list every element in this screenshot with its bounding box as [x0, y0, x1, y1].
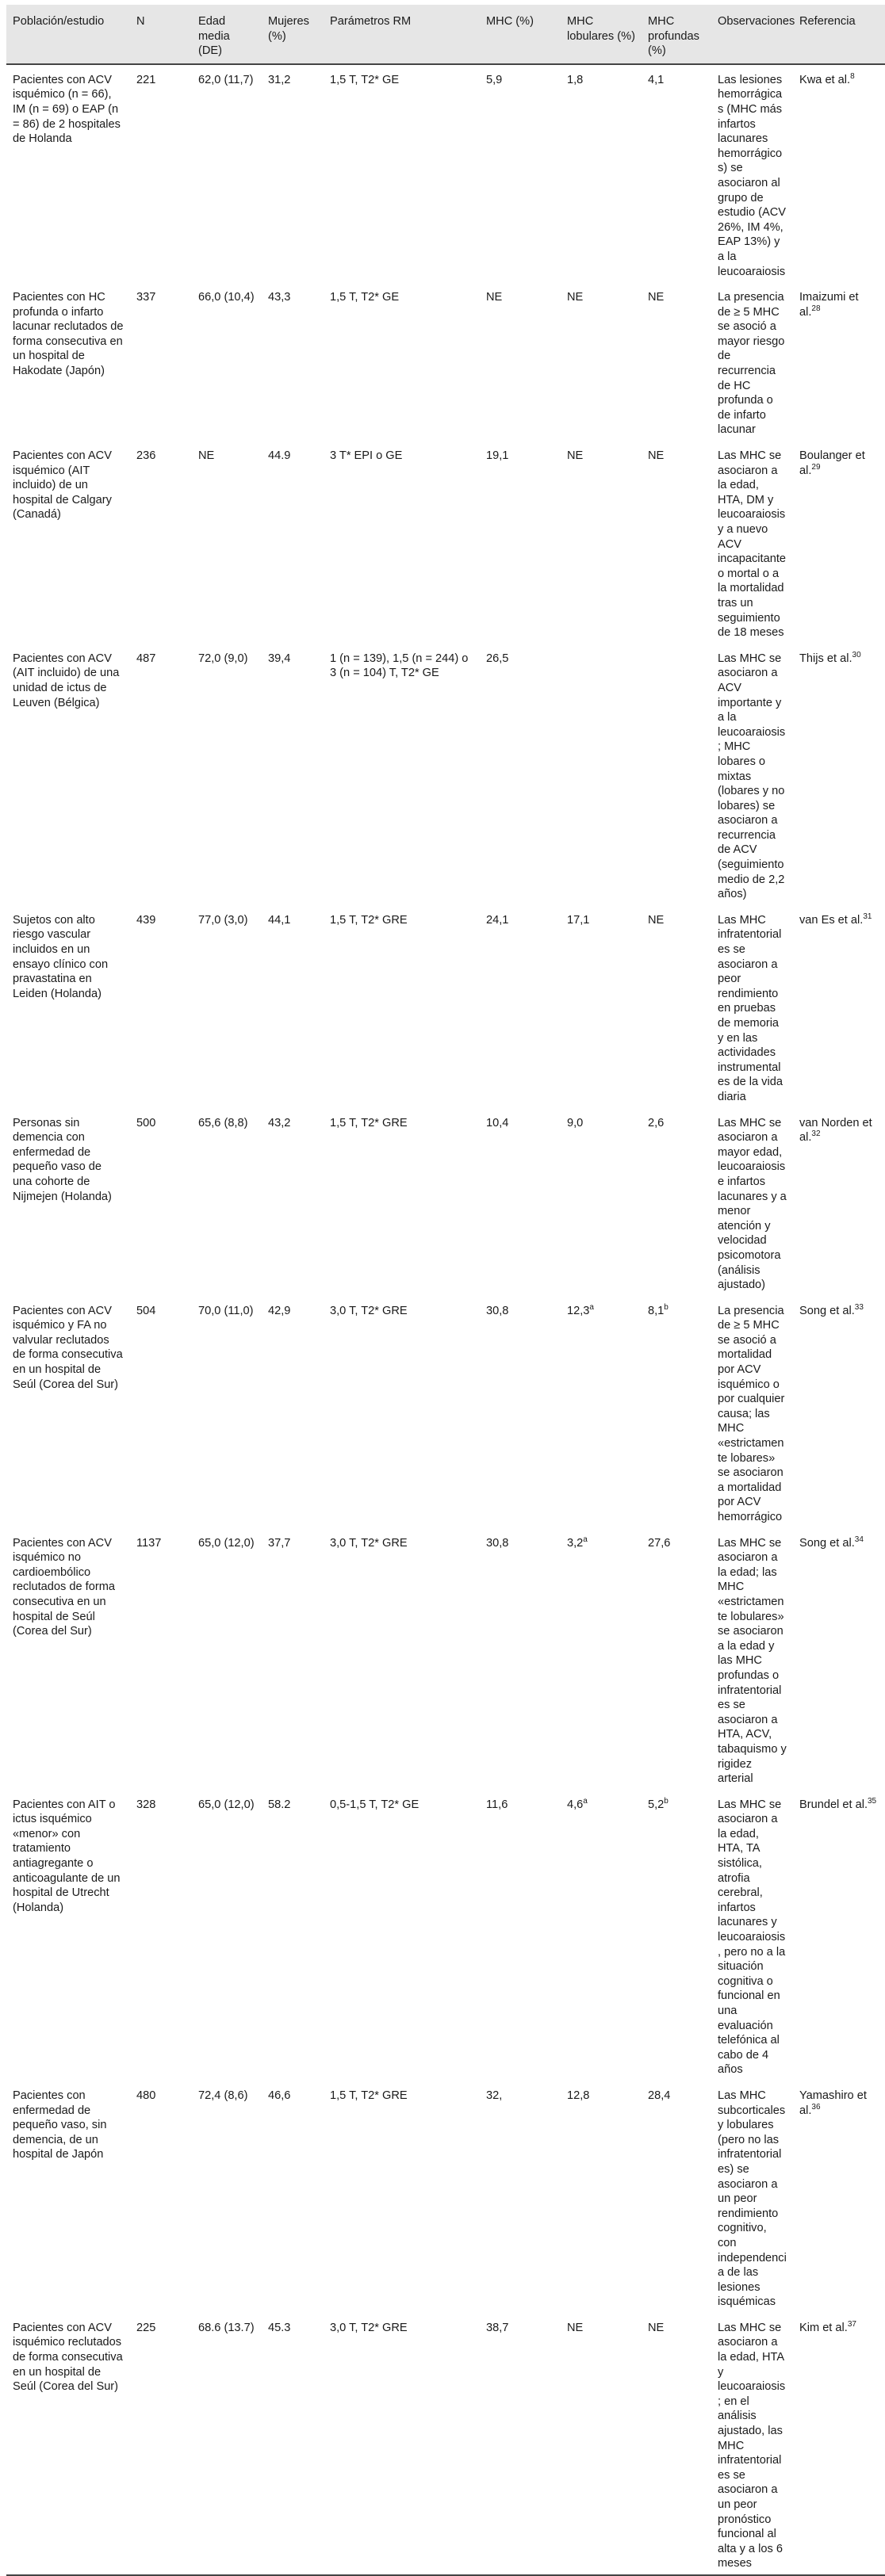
cell-women-value: 31,2	[268, 73, 291, 86]
cell-population	[6, 2081, 130, 2313]
cell-mri	[324, 2081, 480, 2313]
table-header-row	[6, 5, 885, 64]
table-row	[6, 1296, 885, 1528]
reference-citation-link[interactable]: 35	[868, 1796, 877, 1806]
reference-citation-link[interactable]: 28	[811, 304, 821, 313]
cell-lobar-value: NE	[567, 2321, 584, 2334]
cell-age	[192, 2313, 262, 2575]
cell-lobar-value: 17,1	[567, 913, 590, 927]
cell-reference	[793, 282, 885, 441]
cell-mhc-value: 19,1	[486, 449, 509, 463]
cell-women-value: 58.2	[268, 1798, 291, 1811]
cell-mhc	[480, 1528, 561, 1790]
cell-mri-value: 1,5 T, T2* GE	[330, 73, 400, 86]
cell-mhc-value: 30,8	[486, 1536, 509, 1550]
cell-observations	[711, 1296, 793, 1528]
cell-observations-value: Las MHC se asociaron a la edad, HTA, DM y leucoaraiosis y a nuevo ACV incapacitante o mortal o a la mortalidad tras un seguimiento de 18 meses	[718, 449, 787, 640]
cell-mri	[324, 1790, 480, 2081]
cell-observations	[711, 282, 793, 441]
reference-citation-link[interactable]: 31	[863, 912, 872, 921]
cell-mri	[324, 905, 480, 1108]
cell-women	[262, 64, 324, 282]
cell-deep	[642, 1790, 711, 2081]
cell-age-value: 65,6 (8,8)	[198, 1116, 248, 1129]
cell-observations	[711, 905, 793, 1108]
cell-n	[130, 441, 192, 644]
cell-mhc	[480, 2313, 561, 2575]
reference-citation-link[interactable]: 37	[847, 2320, 856, 2329]
cell-observations	[711, 1108, 793, 1296]
reference-citation-link[interactable]: 30	[852, 650, 861, 659]
cell-observations-value: Las MHC se asociaron a mayor edad, leucoaraiosis e infartos lacunares y a menor atención y velocidad psicomotora (análisis ajustado)	[718, 1116, 787, 1292]
cell-women	[262, 2081, 324, 2313]
table-row	[6, 1108, 885, 1296]
cell-n	[130, 644, 192, 905]
cell-lobar-value: 9,0	[567, 1116, 584, 1129]
cell-lobar	[561, 905, 642, 1108]
table-row	[6, 905, 885, 1108]
cell-age-value: NE	[198, 449, 215, 463]
cell-deep-value: 2,6	[648, 1116, 665, 1129]
reference-citation-link[interactable]: 34	[854, 1535, 864, 1544]
cell-mhc-value: 30,8	[486, 1304, 509, 1317]
cell-mhc	[480, 441, 561, 644]
cell-women-value: 46,6	[268, 2089, 291, 2102]
header-mhc: MHC (%)	[480, 5, 561, 64]
cell-observations	[711, 441, 793, 644]
cell-observations	[711, 644, 793, 905]
cell-age	[192, 64, 262, 282]
table-row	[6, 2313, 885, 2575]
cell-lobar-footnote-marker: a	[583, 1796, 588, 1806]
cell-women	[262, 644, 324, 905]
cell-mri-value: 3,0 T, T2* GRE	[330, 2321, 408, 2334]
cell-mhc-value: 24,1	[486, 913, 509, 927]
cell-n-value: 236	[136, 449, 156, 463]
cell-n-value: 221	[136, 73, 156, 86]
cell-reference	[793, 441, 885, 644]
cell-age-value: 72,4 (8,6)	[198, 2089, 248, 2102]
cell-mri	[324, 64, 480, 282]
cell-women-value: 44.9	[268, 449, 291, 463]
cell-observations-value: La presencia de ≥ 5 MHC se asoció a mortalidad por ACV isquémico o por cualquier causa; las MHC «estrictamente lobares» se asociaron a mortalidad por ACV hemorrágico	[718, 1304, 785, 1523]
header-mri: Parámetros RM	[324, 5, 480, 64]
cell-observations-value: Las MHC se asociaron a la edad, HTA, TA sistólica, atrofia cerebral, infartos lacunares y leucoaraiosis, pero no a la situación cognitiva o funcional en una evaluación telefónica al cabo de 4 años	[718, 1798, 786, 2077]
cell-mri-value: 1,5 T, T2* GRE	[330, 1116, 408, 1129]
cell-age-value: 66,0 (10,4)	[198, 291, 255, 304]
cell-lobar-value: 12,3	[567, 1304, 590, 1317]
cell-age-value: 62,0 (11,7)	[198, 73, 254, 86]
cell-deep	[642, 644, 711, 905]
cell-age-value: 77,0 (3,0)	[198, 913, 248, 927]
reference-citation-link[interactable]: 32	[811, 1129, 821, 1139]
reference-author: Kim et al.	[799, 2321, 848, 2334]
cell-deep	[642, 905, 711, 1108]
cell-women-value: 44,1	[268, 913, 291, 927]
cell-lobar-value: 4,6	[567, 1798, 584, 1811]
cell-deep-footnote-marker: b	[664, 1796, 669, 1806]
cell-mri	[324, 2313, 480, 2575]
cell-women	[262, 1296, 324, 1528]
cell-women-value: 37,7	[268, 1536, 291, 1550]
cell-deep	[642, 2313, 711, 2575]
cell-mri	[324, 1528, 480, 1790]
header-women: Mujeres (%)	[262, 5, 324, 64]
cell-lobar-footnote-marker: a	[583, 1535, 588, 1544]
cell-deep-value: 4,1	[648, 73, 665, 86]
cell-reference	[793, 2081, 885, 2313]
cell-population	[6, 1108, 130, 1296]
cell-n-value: 225	[136, 2321, 156, 2334]
cell-mri	[324, 1296, 480, 1528]
cell-population-value: Pacientes con HC profunda o infarto lacunar reclutados de forma consecutiva en un hospital de Hakodate (Japón)	[13, 291, 124, 378]
cell-population	[6, 64, 130, 282]
cell-deep	[642, 1528, 711, 1790]
cell-deep-value: 27,6	[648, 1536, 671, 1550]
table-row	[6, 2081, 885, 2313]
cell-lobar	[561, 2081, 642, 2313]
cell-mhc-value: 10,4	[486, 1116, 509, 1129]
cell-women	[262, 441, 324, 644]
reference-author: Yamashiro et al.	[799, 2089, 867, 2117]
cell-age	[192, 644, 262, 905]
cell-lobar	[561, 1790, 642, 2081]
cell-reference	[793, 1108, 885, 1296]
cell-reference	[793, 644, 885, 905]
cell-mhc	[480, 282, 561, 441]
cell-mri-value: 3 T* EPI o GE	[330, 449, 403, 463]
cell-n-value: 439	[136, 913, 156, 927]
table-body	[6, 64, 885, 2575]
header-n: N	[130, 5, 192, 64]
cell-mri-value: 3,0 T, T2* GRE	[330, 1304, 408, 1317]
cell-n	[130, 64, 192, 282]
cell-n-value: 337	[136, 291, 156, 304]
cell-women	[262, 282, 324, 441]
cell-observations-value: Las MHC se asociaron a ACV importante y a la leucoaraiosis; MHC lobares o mixtas (lobares y no lobares) se asociaron a recurrencia de ACV (seguimiento medio de 2,2 años)	[718, 652, 786, 901]
cell-observations	[711, 1790, 793, 2081]
reference-author: Song et al.	[799, 1304, 855, 1317]
cell-deep-value: NE	[648, 2321, 665, 2334]
cell-population	[6, 905, 130, 1108]
reference-author: Kwa et al.	[799, 73, 851, 86]
cell-women	[262, 1528, 324, 1790]
cell-lobar-value: NE	[567, 449, 584, 463]
cell-mri-value: 1 (n = 139), 1,5 (n = 244) o 3 (n = 104) T, T2* GE	[330, 652, 469, 680]
study-table	[6, 5, 885, 2576]
cell-women-value: 43,3	[268, 291, 291, 304]
cell-women-value: 42,9	[268, 1304, 291, 1317]
cell-mhc	[480, 644, 561, 905]
cell-mri	[324, 644, 480, 905]
cell-n	[130, 1790, 192, 2081]
cell-women	[262, 1790, 324, 2081]
table-row	[6, 1790, 885, 2081]
cell-reference	[793, 64, 885, 282]
cell-mhc-value: 5,9	[486, 73, 503, 86]
cell-lobar	[561, 644, 642, 905]
reference-author: van Norden et al.	[799, 1116, 872, 1145]
reference-author: Song et al.	[799, 1536, 855, 1550]
cell-n	[130, 1528, 192, 1790]
table-row	[6, 644, 885, 905]
cell-deep	[642, 441, 711, 644]
cell-observations-value: Las MHC se asociaron a la edad; las MHC «estrictamente lobulares» se asociaron a la edad y las MHC profundas o infratentoriales se asociaron a HTA, ACV, tabaquismo y rigidez arterial	[718, 1536, 787, 1786]
cell-lobar	[561, 1108, 642, 1296]
cell-deep-value: NE	[648, 913, 665, 927]
header-deep: MHC profundas (%)	[642, 5, 711, 64]
cell-population-value: Pacientes con ACV isquémico y FA no valvular reclutados de forma consecutiva en un hospital de Seúl (Corea del Sur)	[13, 1304, 123, 1391]
cell-reference	[793, 1790, 885, 2081]
cell-lobar-value: 3,2	[567, 1536, 584, 1550]
cell-observations-value: Las MHC subcorticales y lobulares (pero no las infratentoriales) se asociaron a un peor rendimiento cognitivo, con independencia de las lesiones isquémicas	[718, 2089, 787, 2309]
cell-observations-value: Las MHC se asociaron a la edad, HTA y leucoaraiosis; en el análisis ajustado, las MHC infratentoriales se asociaron a un peor pronóstico funcional al alta y a los 6 meses	[718, 2321, 786, 2570]
cell-age	[192, 1528, 262, 1790]
cell-population	[6, 644, 130, 905]
table-row	[6, 282, 885, 441]
cell-age	[192, 905, 262, 1108]
header-population: Población/estudio	[6, 5, 130, 64]
cell-deep-value: 5,2	[648, 1798, 665, 1811]
cell-population-value: Pacientes con ACV isquémico reclutados de forma consecutiva en un hospital de Seúl (Corea del Sur)	[13, 2321, 123, 2394]
cell-population-value: Sujetos con alto riesgo vascular incluidos en un ensayo clínico con pravastatina en Leiden (Holanda)	[13, 913, 109, 1000]
cell-deep-value: 8,1	[648, 1304, 665, 1317]
cell-reference	[793, 1528, 885, 1790]
cell-n	[130, 2081, 192, 2313]
cell-mhc-value: 38,7	[486, 2321, 509, 2334]
cell-mhc	[480, 2081, 561, 2313]
cell-mhc	[480, 1108, 561, 1296]
reference-citation-link[interactable]: 33	[854, 1302, 864, 1312]
cell-age-value: 68.6 (13.7)	[198, 2321, 255, 2334]
header-reference: Referencia	[793, 5, 885, 64]
reference-author: Boulanger et al.	[799, 449, 865, 477]
cell-n-value: 480	[136, 2089, 156, 2102]
cell-n-value: 1137	[136, 1536, 162, 1550]
cell-reference	[793, 1296, 885, 1528]
cell-n	[130, 905, 192, 1108]
cell-population	[6, 1790, 130, 2081]
cell-population	[6, 1528, 130, 1790]
cell-n-value: 504	[136, 1304, 156, 1317]
cell-n-value: 500	[136, 1116, 156, 1129]
cell-age-value: 65,0 (12,0)	[198, 1536, 255, 1550]
cell-age	[192, 1296, 262, 1528]
cell-age	[192, 1790, 262, 2081]
cell-n	[130, 1296, 192, 1528]
header-lobar: MHC lobulares (%)	[561, 5, 642, 64]
cell-n	[130, 282, 192, 441]
table-row	[6, 441, 885, 644]
cell-deep	[642, 282, 711, 441]
cell-deep	[642, 1296, 711, 1528]
cell-mhc	[480, 64, 561, 282]
cell-lobar-footnote-marker: a	[589, 1302, 594, 1312]
cell-mhc-value: NE	[486, 291, 503, 304]
cell-population	[6, 441, 130, 644]
cell-n	[130, 1108, 192, 1296]
cell-observations	[711, 1528, 793, 1790]
table-row	[6, 64, 885, 282]
cell-deep	[642, 64, 711, 282]
cell-population-value: Pacientes con enfermedad de pequeño vaso, sin demencia, de un hospital de Japón	[13, 2089, 107, 2161]
cell-deep	[642, 1108, 711, 1296]
cell-population	[6, 282, 130, 441]
cell-lobar-value: 12,8	[567, 2089, 590, 2102]
cell-age-value: 70,0 (11,0)	[198, 1304, 254, 1317]
cell-lobar	[561, 441, 642, 644]
cell-n-value: 328	[136, 1798, 156, 1811]
cell-age	[192, 1108, 262, 1296]
cell-age	[192, 441, 262, 644]
header-observations: Observaciones	[711, 5, 793, 64]
cell-population	[6, 1296, 130, 1528]
cell-lobar-value: 1,8	[567, 73, 584, 86]
cell-mri-value: 1,5 T, T2* GRE	[330, 913, 408, 927]
cell-women-value: 45.3	[268, 2321, 291, 2334]
cell-observations	[711, 64, 793, 282]
cell-reference	[793, 2313, 885, 2575]
cell-lobar	[561, 2313, 642, 2575]
cell-deep-footnote-marker: b	[664, 1302, 669, 1312]
cell-women	[262, 1108, 324, 1296]
table-row	[6, 1528, 885, 1790]
cell-mri-value: 1,5 T, T2* GE	[330, 291, 400, 304]
reference-citation-link[interactable]: 29	[811, 462, 821, 472]
cell-n-value: 487	[136, 652, 156, 665]
cell-deep-value: NE	[648, 449, 665, 463]
cell-mri-value: 1,5 T, T2* GRE	[330, 2089, 408, 2102]
cell-lobar	[561, 1528, 642, 1790]
cell-deep-value: NE	[648, 291, 665, 304]
cell-age-value: 72,0 (9,0)	[198, 652, 248, 665]
reference-author: Thijs et al.	[799, 652, 852, 665]
cell-population-value: Pacientes con ACV isquémico no cardioembólico reclutados de forma consecutiva en un hospital de Seúl (Corea del Sur)	[13, 1536, 115, 1638]
cell-lobar-value: NE	[567, 291, 584, 304]
cell-mri	[324, 441, 480, 644]
cell-age	[192, 282, 262, 441]
reference-citation-link[interactable]: 8	[850, 71, 855, 81]
cell-mhc	[480, 905, 561, 1108]
header-age: Edad media (DE)	[192, 5, 262, 64]
cell-population-value: Pacientes con ACV isquémico (AIT incluido) de un hospital de Calgary (Canadá)	[13, 449, 112, 522]
cell-mhc-value: 11,6	[486, 1798, 508, 1811]
cell-mhc	[480, 1790, 561, 2081]
cell-mri-value: 0,5-1,5 T, T2* GE	[330, 1798, 420, 1811]
cell-observations	[711, 2081, 793, 2313]
reference-author: van Es et al.	[799, 913, 864, 927]
cell-population-value: Pacientes con AIT o ictus isquémico «menor» con tratamiento antiagregante o anticoagulante de un hospital de Utrecht (Holanda)	[13, 1798, 121, 1914]
cell-observations-value: Las MHC infratentoriales se asociaron a peor rendimiento en pruebas de memoria y en las actividades instrumentales de la vida diaria	[718, 913, 783, 1103]
cell-mri	[324, 282, 480, 441]
cell-population-value: Personas sin demencia con enfermedad de pequeño vaso de una cohorte de Nijmejen (Holanda)	[13, 1116, 112, 1203]
cell-reference	[793, 905, 885, 1108]
reference-author: Brundel et al.	[799, 1798, 868, 1811]
cell-age-value: 65,0 (12,0)	[198, 1798, 255, 1811]
cell-observations-value: La presencia de ≥ 5 MHC se asoció a mayor riesgo de recurrencia de HC profunda o de infarto lacunar	[718, 291, 785, 437]
cell-lobar	[561, 1296, 642, 1528]
cell-mhc-value: 26,5	[486, 652, 509, 665]
cell-women	[262, 2313, 324, 2575]
reference-author: Imaizumi et al.	[799, 291, 859, 319]
cell-lobar	[561, 64, 642, 282]
cell-women	[262, 905, 324, 1108]
cell-population-value: Pacientes con ACV isquémico (n = 66), IM (n = 69) o EAP (n = 86) de 2 hospitales de Holanda	[13, 73, 121, 146]
cell-deep-value: 28,4	[648, 2089, 671, 2102]
cell-women-value: 43,2	[268, 1116, 291, 1129]
cell-mri-value: 3,0 T, T2* GRE	[330, 1536, 408, 1550]
cell-population-value: Pacientes con ACV (AIT incluido) de una unidad de ictus de Leuven (Bélgica)	[13, 652, 120, 709]
cell-observations	[711, 2313, 793, 2575]
cell-women-value: 39,4	[268, 652, 291, 665]
cell-deep	[642, 2081, 711, 2313]
cell-mhc	[480, 1296, 561, 1528]
cell-age	[192, 2081, 262, 2313]
cell-observations-value: Las lesiones hemorrágicas (MHC más infartos lacunares hemorrágicos) se asociaron al grupo de estudio (ACV 26%, IM 4%, EAP 13%) y a la leucoaraiosis	[718, 73, 786, 278]
cell-population	[6, 2313, 130, 2575]
cell-lobar	[561, 282, 642, 441]
cell-mhc-value: 32,	[486, 2089, 503, 2102]
cell-n	[130, 2313, 192, 2575]
reference-citation-link[interactable]: 36	[811, 2102, 821, 2112]
cell-mri	[324, 1108, 480, 1296]
